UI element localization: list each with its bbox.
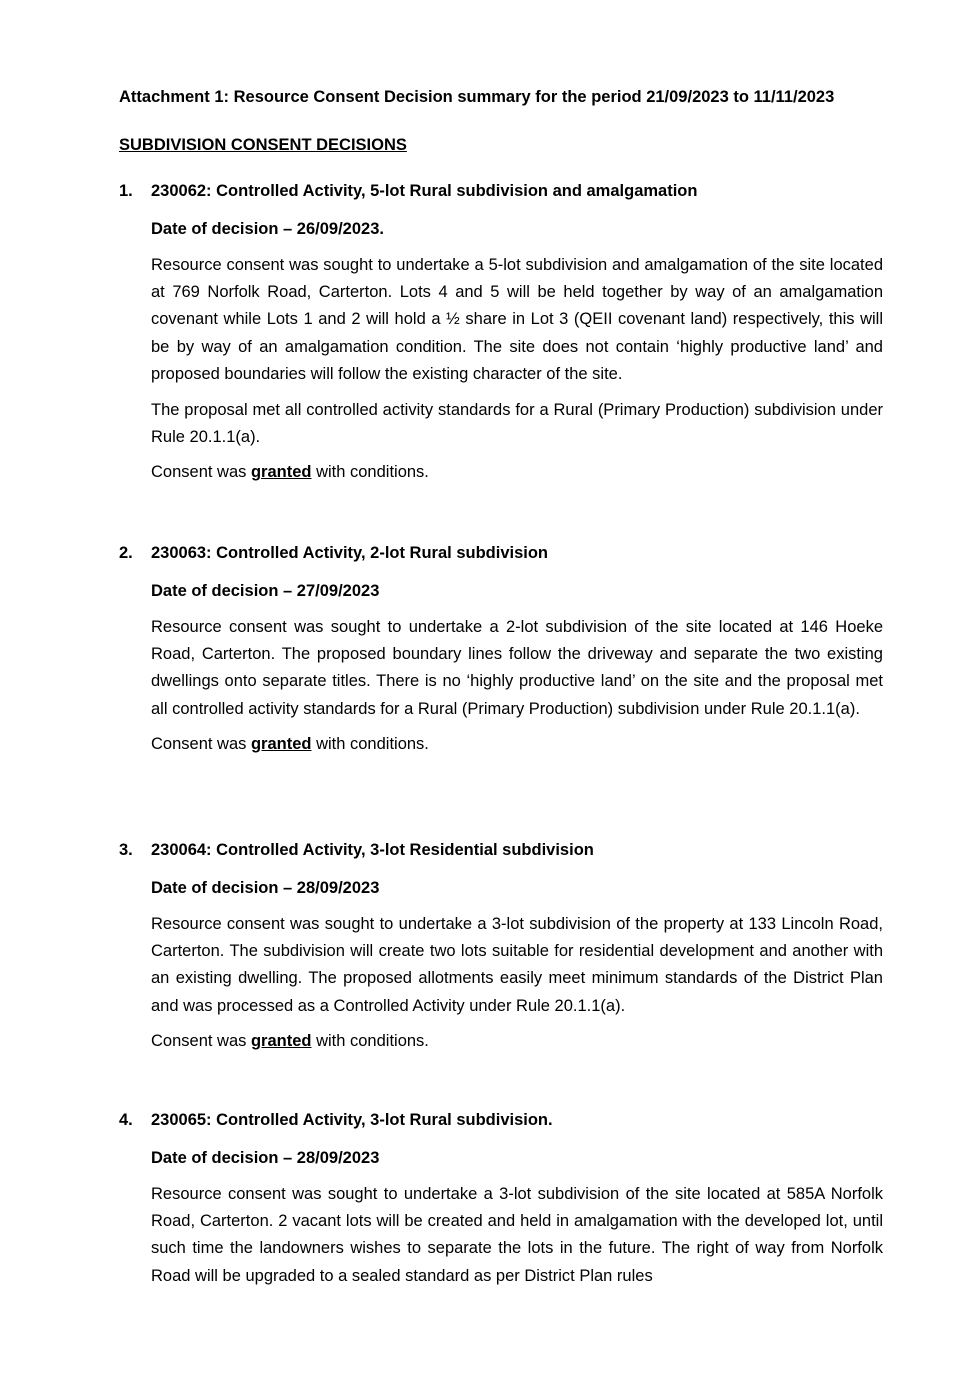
item-number: 2. — [119, 544, 133, 562]
item-body — [151, 878, 883, 1055]
decision-item-2 — [119, 543, 883, 758]
consent-outcome — [151, 459, 883, 486]
item-paragraph: The proposal met all controlled activity standards for a Rural (Primary Production) subdivision under Rule 20.1.1(a). — [151, 401, 883, 447]
item-body — [151, 1148, 883, 1290]
item-paragraph: Resource consent was sought to undertake a 3-lot subdivision of the property at 133 Lincoln Road, Carterton. The subdivision will create two lots suitable for residential development and another with an existing dwelling. The proposed allotments easily meet minimum standards of the District Plan and was processed as a Controlled Activity under Rule 20.1.1(a). — [151, 915, 883, 1015]
item-body — [151, 581, 883, 758]
consent-prefix: Consent was — [151, 463, 251, 482]
item-heading — [119, 840, 883, 860]
item-heading — [119, 1110, 883, 1130]
decision-item-3 — [119, 840, 883, 1055]
consent-outcome — [151, 731, 883, 758]
item-title: 230062: Controlled Activity, 5-lot Rural subdivision and amalgamation — [151, 182, 698, 200]
granted-label: granted — [250, 463, 312, 482]
item-heading — [119, 543, 883, 563]
item-number: 1. — [119, 182, 133, 200]
consent-outcome — [151, 1028, 883, 1055]
decision-date: Date of decision – 28/09/2023 — [151, 1149, 380, 1167]
item-number: 3. — [119, 841, 133, 859]
item-paragraph: Resource consent was sought to undertake a 5-lot subdivision and amalgamation of the site located at 769 Norfolk Road, Carterton. Lots 4 and 5 will be held together by way of an amalgamation covenant while Lots 1 and 2 will hold a ½ share in Lot 3 (QEII covenant land) respectively, this will be by way of an amalgamation condition. The site does not contain ‘highly productive land’ and proposed boundaries will follow the existing character of the site. — [151, 256, 883, 383]
consent-prefix: Consent was — [151, 734, 251, 753]
decision-date: Date of decision – 28/09/2023 — [151, 879, 380, 897]
item-title: 230064: Controlled Activity, 3-lot Residential subdivision — [151, 841, 594, 859]
consent-suffix: with conditions. — [311, 734, 429, 753]
decision-item-1 — [119, 181, 883, 486]
section-heading: SUBDIVISION CONSENT DECISIONS — [119, 136, 407, 154]
item-number: 4. — [119, 1111, 133, 1129]
item-paragraph: Resource consent was sought to undertake a 3-lot subdivision of the site located at 585A Norfolk Road, Carterton. 2 vacant lots will be created and held in amalgamation with the developed lot, until such time the landowners wishes to separate the lots in the future. The right of way from Norfolk Road will be upgraded to a sealed standard as per District Plan rules — [151, 1185, 883, 1285]
consent-suffix: with conditions. — [311, 463, 429, 482]
granted-label: granted — [250, 1031, 312, 1050]
page-title: Attachment 1: Resource Consent Decision summary for the period 21/09/2023 to 11/11/2023 — [119, 88, 835, 106]
item-paragraph: Resource consent was sought to undertake a 2-lot subdivision of the site located at 146 Hoeke Road, Carterton. The proposed boundary lines follow the driveway and separate the two existing dwellings onto separate titles. There is no ‘highly productive land’ on the site and the proposal met all controlled activity standards for a Rural (Primary Production) subdivision under Rule 20.1.1(a). — [151, 618, 883, 718]
item-title: 230063: Controlled Activity, 2-lot Rural subdivision — [151, 544, 548, 562]
item-body — [151, 219, 883, 486]
decision-date: Date of decision – 26/09/2023. — [151, 220, 384, 238]
item-title: 230065: Controlled Activity, 3-lot Rural subdivision. — [151, 1111, 553, 1129]
decision-date: Date of decision – 27/09/2023 — [151, 582, 380, 600]
item-heading — [119, 181, 883, 201]
granted-label: granted — [250, 734, 312, 753]
decision-item-4 — [119, 1110, 883, 1290]
consent-prefix: Consent was — [151, 1031, 251, 1050]
consent-suffix: with conditions. — [311, 1031, 429, 1050]
